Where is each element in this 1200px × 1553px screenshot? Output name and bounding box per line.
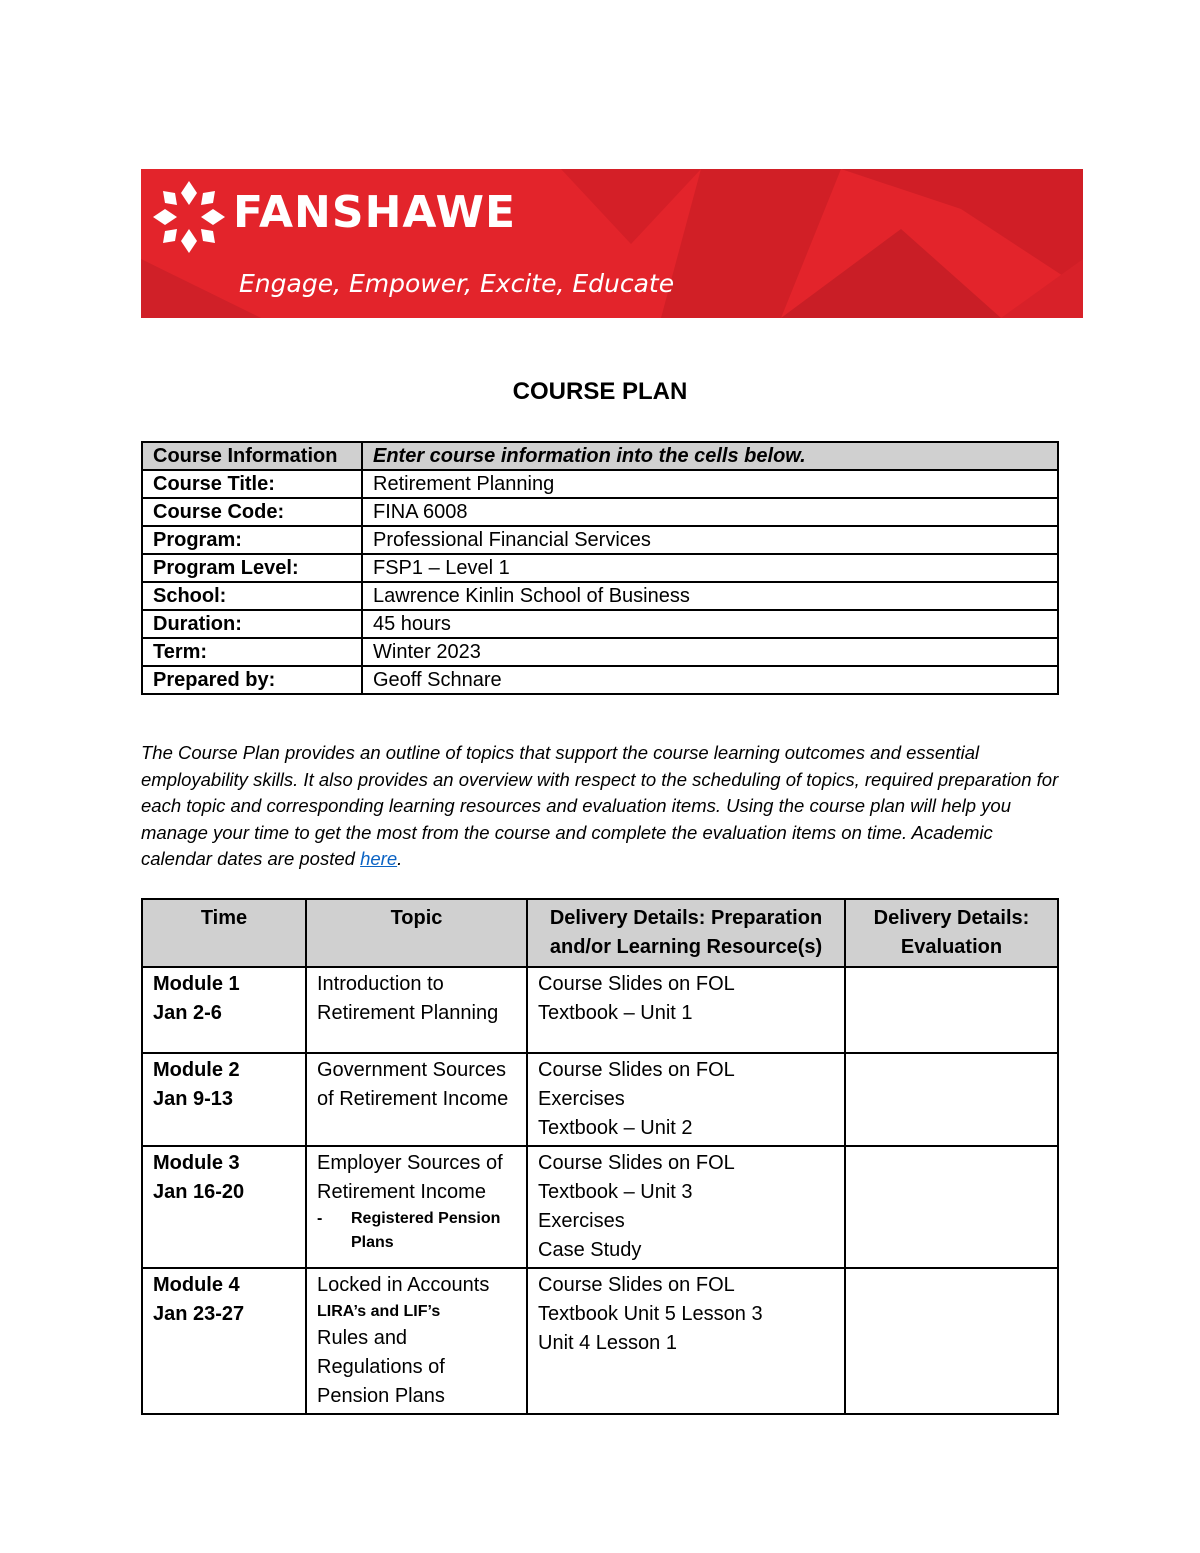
column-header-evaluation: Delivery Details: Evaluation <box>845 899 1058 967</box>
evaluation-cell <box>845 967 1058 1053</box>
resource-item: Textbook – Unit 3 <box>538 1181 693 1203</box>
info-header-label: Course Information <box>142 442 362 470</box>
page-title: COURSE PLAN <box>512 378 688 405</box>
table-row <box>142 610 1058 638</box>
table-row <box>142 666 1058 694</box>
topic-cell <box>306 1268 527 1414</box>
info-label: Program Level: <box>142 554 362 582</box>
info-label: Prepared by: <box>142 666 362 694</box>
resource-item: Case Study <box>538 1239 642 1261</box>
info-value: Geoff Schnare <box>362 666 1058 694</box>
table-row <box>142 470 1058 498</box>
column-header-time: Time <box>142 899 306 967</box>
resource-item: Unit 4 Lesson 1 <box>538 1332 677 1354</box>
info-value: Professional Financial Services <box>362 526 1058 554</box>
tagline: Engage, Empower, Excite, Educate <box>239 269 675 298</box>
resources-cell <box>527 1053 845 1146</box>
resource-item: Course Slides on FOL <box>538 973 735 995</box>
resources-cell <box>527 1146 845 1268</box>
table-row <box>142 1146 1058 1268</box>
fanshawe-logo-icon <box>151 179 227 255</box>
table-row <box>142 442 1058 470</box>
intro-end: . <box>397 848 403 869</box>
info-label: Term: <box>142 638 362 666</box>
topic-cell <box>306 967 527 1053</box>
table-row <box>142 967 1058 1053</box>
evaluation-cell <box>845 1268 1058 1414</box>
resources-cell <box>527 1268 845 1414</box>
info-label: Duration: <box>142 610 362 638</box>
resources-cell <box>527 967 845 1053</box>
course-plan-table <box>141 898 1059 1415</box>
module-label: Module 1 <box>153 973 240 995</box>
intro-text: The Course Plan provides an outline of topics that support the course learning outcomes and essential employability skills. It also provides an overview with respect to the scheduling of topics, required preparation for each topic and corresponding learning resources and evaluation items. Using the course plan will help you manage your time to get the most from the course and complete the evaluation items on time. Academic calendar dates are posted <box>141 742 1059 869</box>
time-cell <box>142 967 306 1053</box>
table-row <box>142 498 1058 526</box>
topic-text: Introduction to Retirement Planning <box>317 973 499 1024</box>
resource-item: Course Slides on FOL <box>538 1059 735 1081</box>
module-label: Module 2 <box>153 1059 240 1081</box>
topic-text: Employer Sources of Retirement Income <box>317 1152 503 1203</box>
table-row <box>142 638 1058 666</box>
module-label: Module 4 <box>153 1274 240 1296</box>
topic-subtext: LIRA’s and LIF’s <box>317 1303 441 1320</box>
header-banner <box>141 169 1083 318</box>
table-row <box>142 554 1058 582</box>
info-label: Course Code: <box>142 498 362 526</box>
info-value: FSP1 – Level 1 <box>362 554 1058 582</box>
topic-bullet: - Registered Pension Plans <box>317 1207 516 1255</box>
info-label: School: <box>142 582 362 610</box>
info-label: Course Title: <box>142 470 362 498</box>
time-cell <box>142 1268 306 1414</box>
time-cell <box>142 1146 306 1268</box>
column-header-topic: Topic <box>306 899 527 967</box>
resource-item: Course Slides on FOL <box>538 1152 735 1174</box>
module-dates: Jan 9-13 <box>153 1088 234 1110</box>
table-row <box>142 582 1058 610</box>
module-label: Module 3 <box>153 1152 240 1174</box>
table-row <box>142 1053 1058 1146</box>
course-info-table <box>141 441 1059 695</box>
intro-paragraph <box>141 740 1061 873</box>
evaluation-cell <box>845 1146 1058 1268</box>
topic-text: Government Sources of Retirement Income <box>317 1059 509 1110</box>
topic-text: Locked in Accounts <box>317 1274 490 1296</box>
info-value: Winter 2023 <box>362 638 1058 666</box>
info-value: FINA 6008 <box>362 498 1058 526</box>
info-label: Program: <box>142 526 362 554</box>
info-value: Lawrence Kinlin School of Business <box>362 582 1058 610</box>
table-header-row <box>142 899 1058 967</box>
topic-text: Rules and Regulations of Pension Plans <box>317 1327 445 1407</box>
calendar-link[interactable]: here <box>360 848 398 869</box>
resource-item: Textbook Unit 5 Lesson 3 <box>538 1303 763 1325</box>
module-dates: Jan 23-27 <box>153 1303 245 1325</box>
info-header-value: Enter course information into the cells below. <box>362 442 1058 470</box>
resource-item: Course Slides on FOL <box>538 1274 735 1296</box>
table-row <box>142 1268 1058 1414</box>
table-row <box>142 526 1058 554</box>
logo-text: FANSHAWE <box>233 187 517 238</box>
resource-item: Textbook – Unit 2 <box>538 1117 693 1139</box>
evaluation-cell <box>845 1053 1058 1146</box>
info-value: 45 hours <box>362 610 1058 638</box>
column-header-resources: Delivery Details: Preparation and/or Learning Resource(s) <box>527 899 845 967</box>
resource-item: Exercises <box>538 1088 625 1110</box>
info-value: Retirement Planning <box>362 470 1058 498</box>
resource-item: Textbook – Unit 1 <box>538 1002 693 1024</box>
topic-cell <box>306 1146 527 1268</box>
resource-item: Exercises <box>538 1210 625 1232</box>
module-dates: Jan 2-6 <box>153 1002 222 1024</box>
topic-cell <box>306 1053 527 1146</box>
time-cell <box>142 1053 306 1146</box>
module-dates: Jan 16-20 <box>153 1181 245 1203</box>
